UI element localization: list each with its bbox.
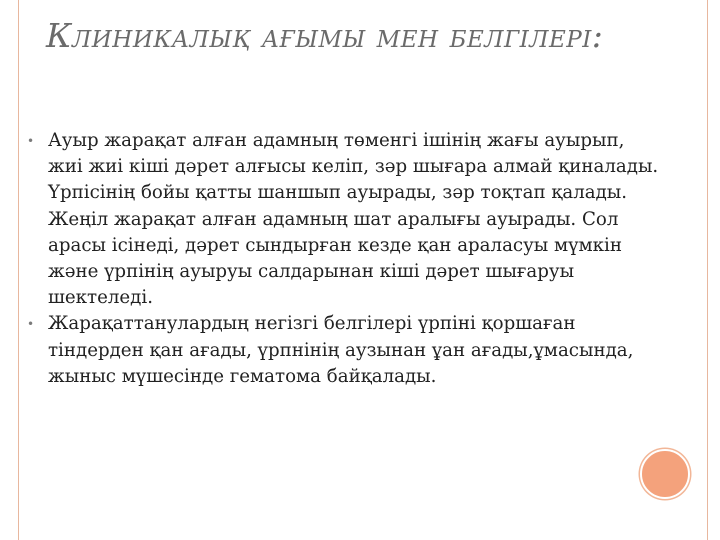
decorative-circle-icon <box>640 449 690 499</box>
bullet-list <box>22 128 662 390</box>
bullet-item <box>22 128 662 311</box>
bullet-text: Ауыр жарақат алған адамның төменгі ішінің жағы ауырып, жиі жиі кіші дәрет алғысы келіп, зәр шығара алмай қиналады. Үрпісінің бойы қатты шаншып ауырады, зәр тоқтап қалады. Жеңіл жарақат алған адамның шат аралығы ауырады. Сол арасы ісінеді, дәрет сындырған кезде қан араласуы мүмкін және үрпінің ауыруы салдарынан кіші дәрет шығаруы шектеледі. <box>48 130 659 309</box>
bullet-icon: • <box>27 317 35 332</box>
bullet-text: Жарақаттанулардың негізгі белгілері үрпіні қоршаған тіндерден қан ағады, үрпнінің аузынан ұан ағады,ұмасында, жыныс мүшесінде гематома байқалады. <box>48 313 634 387</box>
slide-title: Клиникалық ағымы мен белгілері: <box>46 16 604 55</box>
bullet-item <box>22 311 662 390</box>
bullet-icon: • <box>27 134 35 148</box>
